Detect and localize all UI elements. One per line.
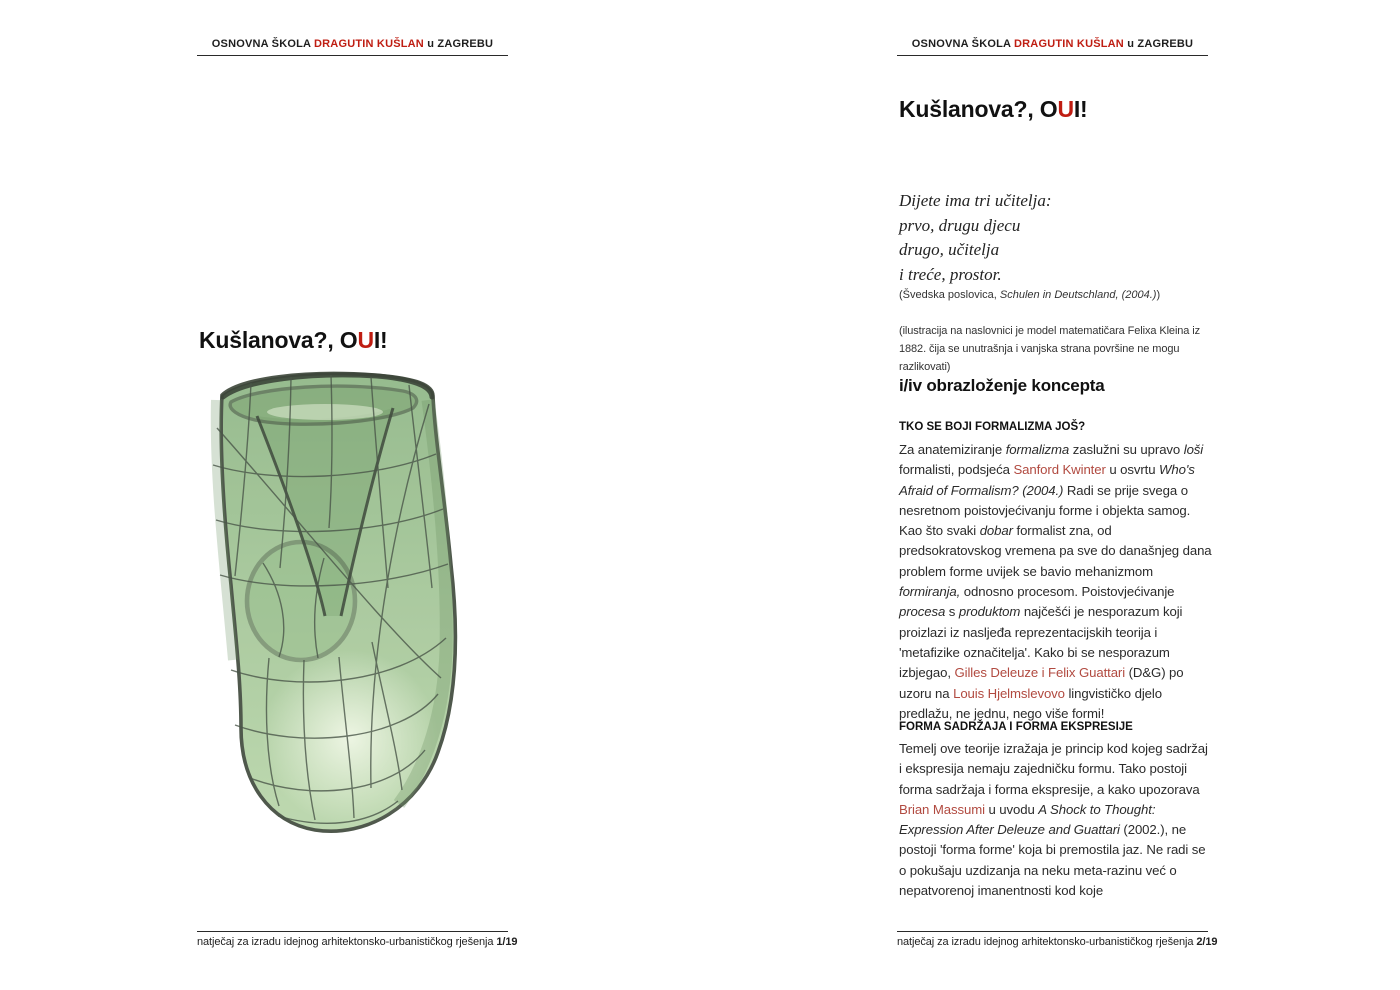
page-2: [897, 0, 1218, 990]
title-text-end: I!: [1073, 96, 1088, 122]
epigraph-line: i treće, prostor.: [899, 264, 1002, 284]
school-name-suffix: u ZAGREBU: [423, 38, 494, 50]
subheading-formalism: TKO SE BOJI FORMALIZMA JOŠ?: [899, 421, 1086, 433]
page-1-title: [199, 327, 388, 354]
page-1-header: [197, 38, 508, 56]
page-2-footer: [897, 931, 1218, 948]
klein-bottle-illustration: [205, 370, 457, 835]
title-highlight: U: [1057, 96, 1074, 122]
paragraph-forma-sadrzaja: Temelj ove teorije izražaja je princip kod kojeg sadržaj i ekspresija nemaju zajedničku formu. Tako postoji forma sadržaja i forma ekspresije, a kako upozorava Brian Massumi u uvodu A Shock to Thought: Expression After Deleuze and Guattari (2002.), ne postoji 'forma forme' koja bi premostila jaz. Ne radi se o pokušaju uzdizanja na neku meta-razinu već o nepatvorenoj imanentnosti kod koje: [899, 741, 1208, 899]
title-text-end: I!: [373, 327, 388, 353]
epigraph-line: drugo, učitelja: [899, 240, 1000, 259]
page-2-title: [899, 96, 1088, 123]
epigraph: [899, 189, 1208, 287]
footer-label: natječaj za izradu idejnog arhitektonsko-urbanističkog rješenja: [197, 936, 494, 948]
epigraph-source-post: ): [1156, 289, 1161, 301]
school-name-prefix: OSNOVNA ŠKOLA: [211, 38, 315, 50]
cover-illustration-note: (ilustracija na naslovnici je model matematičara Felixa Kleina iz 1882. čija se unutrašnja i vanjska strana površine ne mogu razlikovati): [899, 325, 1201, 373]
footer-label: natječaj za izradu idejnog arhitektonsko-urbanističkog rješenja: [897, 936, 1194, 948]
school-name-suffix: u ZAGREBU: [1123, 38, 1194, 50]
school-name-highlight: DRAGUTIN KUŠLAN: [314, 38, 424, 50]
title-text: Kušlanova?, O: [199, 327, 358, 353]
epigraph-source: [899, 289, 1218, 301]
page-number: 1/19: [496, 936, 518, 948]
page-number: 2/19: [1196, 936, 1218, 948]
section-heading: i/iv obrazloženje koncepta: [899, 376, 1105, 395]
epigraph-source-title: Schulen in Deutschland, (2004.): [999, 289, 1157, 301]
epigraph-line: Dijete ima tri učitelja:: [899, 191, 1052, 210]
handle-loop: [247, 542, 355, 660]
epigraph-line: prvo, drugu djecu: [899, 215, 1021, 235]
klein-bottle-svg: [205, 370, 457, 835]
bottle-highlight: [262, 650, 438, 826]
rim-highlight: [267, 404, 383, 420]
title-highlight: U: [357, 327, 374, 353]
school-name-highlight: DRAGUTIN KUŠLAN: [1014, 38, 1124, 50]
page-1: [197, 0, 518, 990]
paragraph-formalism: Za anatemiziranje formalizma zaslužni su upravo loši formalisti, podsjeća Sanford Kwinter u osvrtu Who's Afraid of Formalism? (2004.) Radi se prije svega o nesretnom poistovjećivanju forme i objekta samog. Kao što svaki dobar formalist zna, od predsokratovskog vremena pa sve do današnjeg dana problem forme uvijek se bavio mehanizmom formiranja, odnosno procesom. Poistovjećivanje procesa s produktom najčešći je nesporazum koji proizlazi iz nasljeđa reprezentacijskih teorija i 'metafizike označitelja'. Kako bi se nesporazum izbjegao, Gilles Deleuze i Felix Guattari (D&G) po uzoru na Louis Hjelmslevovo lingvističko djelo predlažu, ne jednu, nego više formi!: [899, 442, 1212, 721]
subheading-forma-sadrzaja: FORMA SADRŽAJA I FORMA EKSPRESIJE: [899, 721, 1133, 733]
epigraph-source-pre: (Švedska poslovica,: [899, 289, 1000, 301]
title-text: Kušlanova?, O: [899, 96, 1058, 122]
school-name-prefix: OSNOVNA ŠKOLA: [911, 38, 1015, 50]
page-2-header: [897, 38, 1208, 56]
page-1-footer: [197, 931, 518, 948]
